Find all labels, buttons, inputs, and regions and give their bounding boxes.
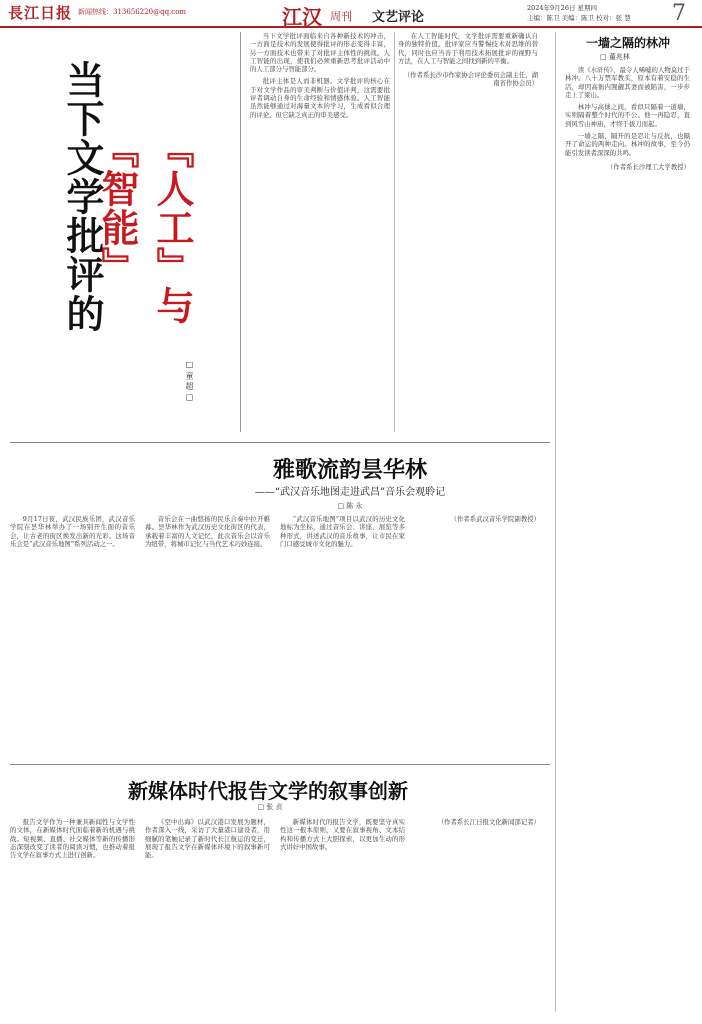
section-divider [10, 442, 550, 443]
article4-paragraph: 读《水浒传》，最令人唏嘘的人物莫过于林冲。八十万禁军教头，原本有着安稳的生活，却因高衙内觊觎其妻而被陷害，一步步走上了梁山。 [565, 66, 690, 99]
article2-subtitle: ——“武汉音乐地图走进武昌”音乐会观聆记 [254, 487, 446, 498]
column-divider [240, 32, 241, 432]
article4-paragraph: 一墙之隔，隔开的是忍让与反抗，也隔开了命运的两种走向。林冲的故事，至今仍能引发读者深深的共鸣。 [565, 132, 690, 157]
article2-paragraph: 9月17日夜，武汉民族乐团，武汉音乐学院在昙华林举办了一场别开生面的音乐会，让古老的街区焕发出新的光彩。这场音乐会是“武汉音乐地图”系列活动之一。 [10, 515, 135, 548]
section-name: 文艺评论 [372, 10, 425, 25]
newspaper-logo: 長江日报 [8, 4, 73, 22]
article1-title: 当下文学批评的 [60, 60, 105, 333]
article2-author: □ 陈 永 [337, 502, 363, 510]
article4-paragraph: 林冲与高俅之间，看似只隔着一道墙，实则隔着整个时代的不公。他一再隐忍，直到风雪山神庙，才终于拔刀而起。 [565, 103, 690, 128]
article3-body [10, 818, 540, 1014]
section-brand: 江汉 [282, 5, 322, 29]
editor-credits: 主编：陈卫 美编：陈卫 校对：张 慧 [527, 14, 631, 22]
issue-date: 2024年9月26日 星期四 [527, 4, 598, 12]
article2-title: 雅歌流韵昙华林 [272, 457, 427, 483]
article4-author: □ 董兆林 [600, 53, 630, 61]
article2-body [10, 515, 540, 755]
column-divider [394, 32, 395, 432]
article3-paragraph: 《空中出海》以武汉港口发展为题材，作者深入一线，采访了大量港口建设者，用细腻的笔触记录了新时代长江航运的变迁，展现了报告文学在新媒体环境下的叙事新可能。 [145, 818, 270, 860]
article1-body-col2 [398, 32, 538, 432]
article4-author-note: （作者系长沙理工大学教授） [606, 162, 690, 171]
article3-title: 新媒体时代报告文学的叙事创新 [128, 779, 408, 803]
article1-subtitle: 『人工』与『智能』 [95, 130, 195, 325]
article1-author: □ 童 超 □ [185, 360, 194, 402]
article1-paragraph: 当下文学批评面临来自各种新技术的冲击，一方面是技术的发展使得批评的形态变得丰富，另一方面技术也带来了对批评主体性的挑战。人工智能的出现，使我们必须重新思考批评活动中的人工部分与智能部分。 [250, 32, 390, 74]
article2-author-note: （作者系武汉音乐学院副教授） [450, 515, 540, 523]
article2-paragraph: “武汉音乐地图”项目以武汉的历史文化地标为坐标，通过音乐会、讲座、展览等多种形式，讲述武汉的音乐故事，让市民在家门口感受城市文化的魅力。 [280, 515, 405, 548]
article3-paragraph: 报告文学作为一种兼具新闻性与文学性的文体，在新媒体时代面临着新的机遇与挑战。短视频、直播、社交媒体等新的传播形态深刻改变了读者的阅读习惯，也推动着报告文学在叙事方式上进行创新。 [10, 818, 135, 860]
article1-paragraph: 在人工智能时代，文学批评需要重新确认自身的独特价值。批评家应当警惕技术对思维的替代，同时也应当善于利用技术拓展批评的视野与方法，在人工与智能之间找到新的平衡。 [398, 32, 538, 65]
article3-author-note: （作者系长江日报文化新闻部记者） [437, 818, 540, 826]
article3-author: □ 张 贞 [257, 803, 283, 811]
article1-body-col1 [250, 32, 390, 432]
column-divider [555, 32, 556, 1012]
section-divider [10, 764, 550, 765]
article1-author-note: （作者系长沙市作家协会评论委员会副主任，湖南省作协会员） [403, 71, 538, 88]
article2-paragraph: 音乐会在一曲悠扬的民乐合奏中拉开帷幕。昙华林作为武汉历史文化街区的代表，承载着丰富的人文记忆，此次音乐会以音乐为纽带，将城市记忆与当代艺术巧妙连接。 [145, 515, 270, 548]
page-number: 7 [672, 1, 686, 26]
article3-paragraph: 新媒体时代的报告文学，既要坚守真实性这一根本原则，又要在叙事视角、文本结构和传播方式上大胆探索，以更加生动的形式讲好中国故事。 [280, 818, 405, 851]
article4-body [565, 66, 690, 1006]
article4-title: 一墙之隔的林冲 [585, 36, 670, 50]
news-hotline: 新闻热线：313656220@qq.com [78, 8, 187, 16]
article1-paragraph: 批评主体是人而非机器。文学批评的核心在于对文学作品的审美判断与价值评判，这需要批评者调动自身的生命经验和情感体验。人工智能虽然能够通过对海量文本的学习，生成看似合理的评论，但它缺乏真正的审美感受。 [250, 77, 390, 119]
section-brand-sub: 周刊 [330, 10, 352, 23]
